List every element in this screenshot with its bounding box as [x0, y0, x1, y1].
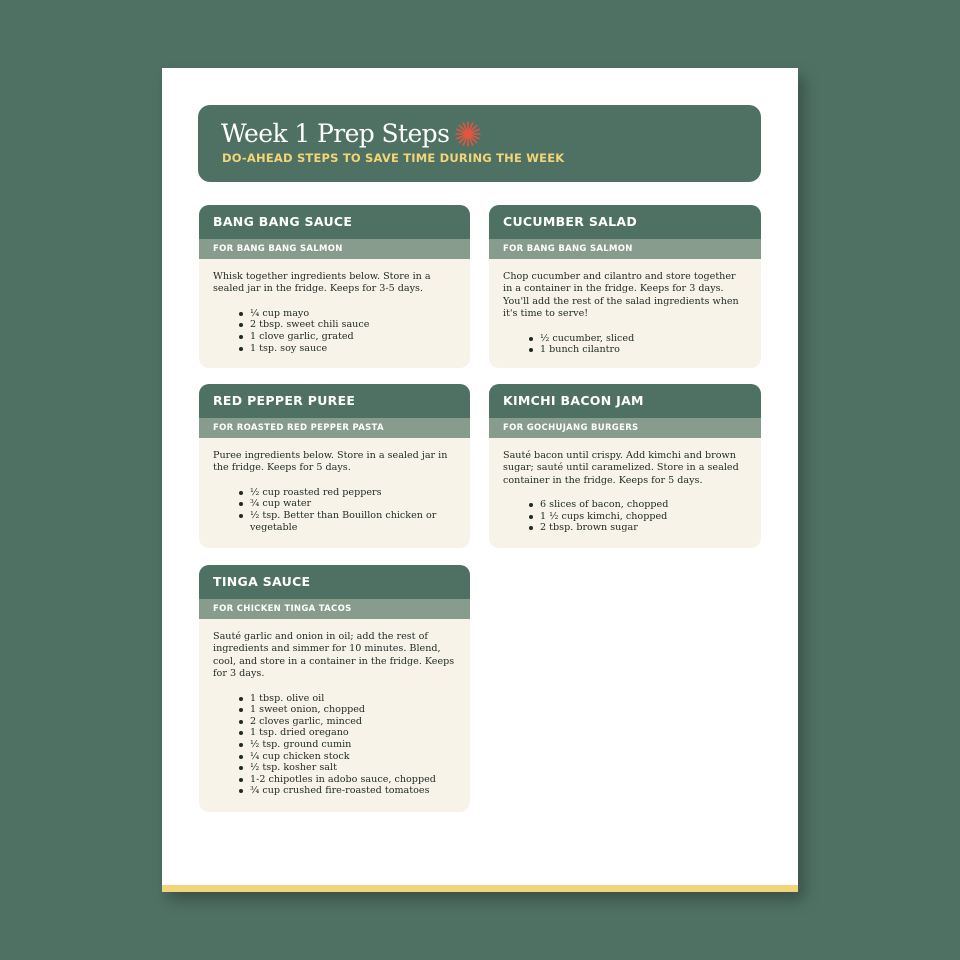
ingredient-list: [503, 333, 747, 356]
ingredient-item: ½ cucumber, sliced: [529, 333, 747, 345]
card-subheader: [199, 239, 470, 259]
card-body: [489, 438, 761, 534]
ingredient-item: 6 slices of bacon, chopped: [529, 499, 747, 511]
ingredient-item: ½ cup roasted red peppers: [239, 487, 456, 499]
ingredient-item: 2 tbsp. brown sugar: [529, 522, 747, 534]
card-for-label: FOR BANG BANG SALMON: [503, 244, 633, 254]
recipe-sheet: [162, 68, 798, 892]
card-body: [199, 619, 470, 797]
ingredient-item: ¾ cup crushed fire-roasted tomatoes: [239, 785, 456, 797]
card-for-label: FOR BANG BANG SALMON: [213, 244, 343, 254]
card-header: [199, 384, 470, 418]
title-row: [221, 118, 481, 150]
card-body: [199, 259, 470, 354]
card-header: [199, 565, 470, 599]
card-subheader: [199, 599, 470, 619]
ingredient-item: ½ tsp. Better than Bouillon chicken or vegetable: [239, 510, 456, 533]
card-description: Whisk together ingredients below. Store in a sealed jar in the fridge. Keeps for 3-5 days.: [213, 271, 431, 295]
ingredient-item: 2 tbsp. sweet chili sauce: [239, 319, 456, 331]
card-for-label: FOR ROASTED RED PEPPER PASTA: [213, 423, 384, 433]
card-title: BANG BANG SAUCE: [213, 214, 353, 229]
ingredient-item: ¼ cup chicken stock: [239, 751, 456, 763]
recipe-card-red-pepper-puree: [199, 384, 470, 548]
recipe-card-bang-bang-sauce: [199, 205, 470, 368]
card-for-label: FOR GOCHUJANG BURGERS: [503, 423, 639, 433]
ingredient-item: ½ tsp. ground cumin: [239, 739, 456, 751]
card-header: [489, 384, 761, 418]
card-subheader: [489, 418, 761, 438]
card-title: RED PEPPER PUREE: [213, 393, 356, 408]
ingredient-item: 1 sweet onion, chopped: [239, 704, 456, 716]
recipe-card-tinga-sauce: [199, 565, 470, 812]
ingredient-item: 1-2 chipotles in adobo sauce, chopped: [239, 774, 456, 786]
ingredient-item: 1 ½ cups kimchi, chopped: [529, 511, 747, 523]
ingredient-item: ½ tsp. kosher salt: [239, 762, 456, 774]
ingredient-list: [213, 487, 456, 533]
card-body: [199, 438, 470, 533]
page-subtitle: DO-AHEAD STEPS TO SAVE TIME DURING THE WEEK: [222, 151, 565, 165]
card-subheader: [489, 239, 761, 259]
card-header: [489, 205, 761, 239]
card-description: Chop cucumber and cilantro and store together in a container in the fridge. Keeps for 3 days. You'll add the rest of the salad ingredients when it's time to serve!: [503, 271, 739, 320]
card-title: KIMCHI BACON JAM: [503, 393, 644, 408]
card-description: Sauté garlic and onion in oil; add the rest of ingredients and simmer for 10 minutes. Blend, cool, and store in a container in the fridge. Keeps for 3 days.: [213, 631, 455, 680]
sheet-bottom-stripe: [162, 885, 798, 892]
ingredient-list: [503, 499, 747, 534]
title-banner: [198, 105, 761, 182]
ingredient-item: 1 tsp. dried oregano: [239, 727, 456, 739]
ingredient-item: 2 cloves garlic, minced: [239, 716, 456, 728]
recipe-card-kimchi-bacon-jam: [489, 384, 761, 548]
ingredient-list: [213, 308, 456, 354]
page-title: Week 1 Prep Steps: [221, 119, 450, 148]
card-body: [489, 259, 761, 356]
asterisk-icon: [455, 121, 481, 147]
card-subheader: [199, 418, 470, 438]
card-description: Puree ingredients below. Store in a sealed jar in the fridge. Keeps for 5 days.: [213, 450, 448, 474]
ingredient-list: [213, 693, 456, 797]
ingredient-item: ¾ cup water: [239, 498, 456, 510]
card-for-label: FOR CHICKEN TINGA TACOS: [213, 604, 352, 614]
ingredient-item: 1 tbsp. olive oil: [239, 693, 456, 705]
ingredient-item: 1 bunch cilantro: [529, 344, 747, 356]
recipe-card-cucumber-salad: [489, 205, 761, 368]
card-description: Sauté bacon until crispy. Add kimchi and brown sugar; sauté until caramelized. Store in a sealed container in the fridge. Keeps for 5 days.: [503, 450, 739, 486]
ingredient-item: 1 tsp. soy sauce: [239, 343, 456, 355]
card-title: TINGA SAUCE: [213, 574, 311, 589]
card-title: CUCUMBER SALAD: [503, 214, 638, 229]
ingredient-item: 1 clove garlic, grated: [239, 331, 456, 343]
ingredient-item: ¼ cup mayo: [239, 308, 456, 320]
card-header: [199, 205, 470, 239]
